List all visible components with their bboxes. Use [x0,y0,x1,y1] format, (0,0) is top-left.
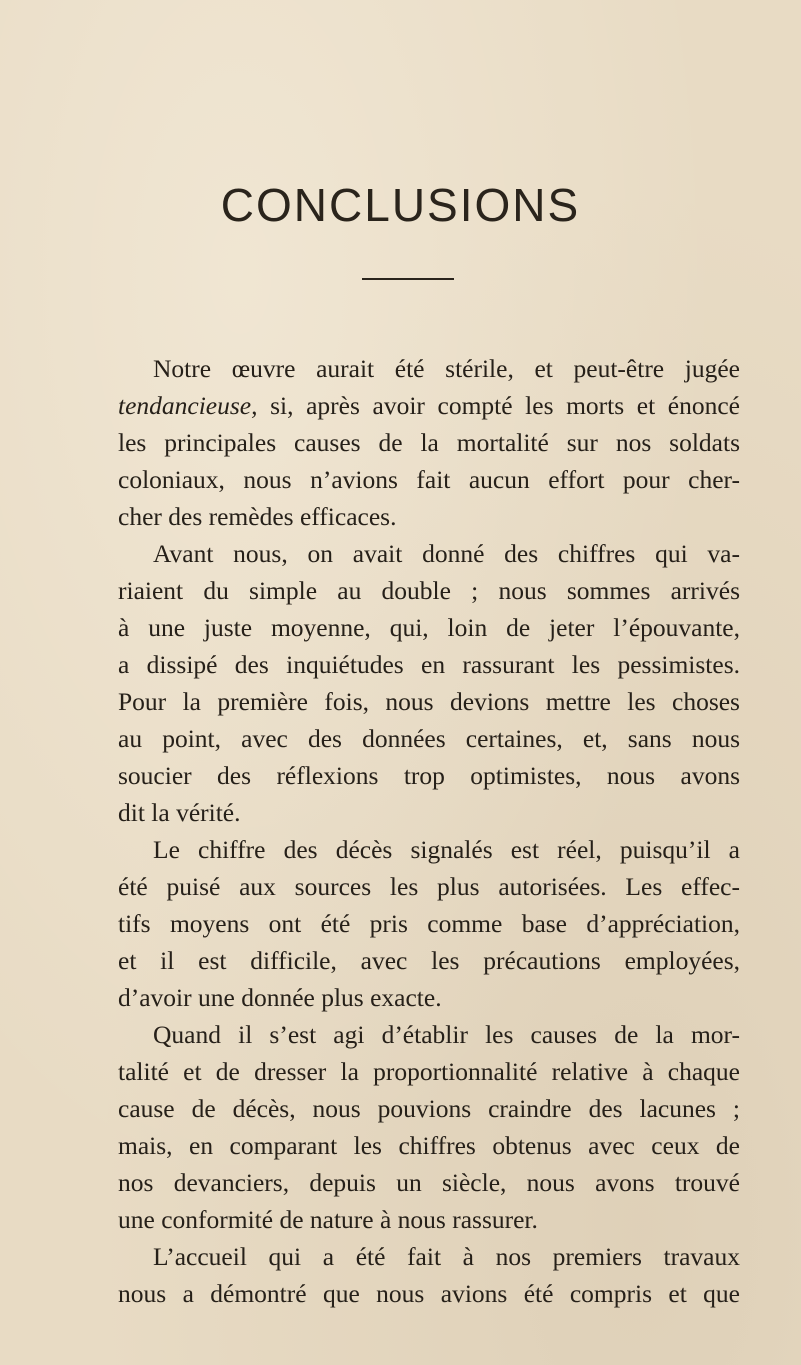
italic-word: tendancieuse, [118,391,258,420]
text-line: Avant nous, on avait donné des chiffres qui va- [153,539,740,568]
text-line: nous a démontré que nous avions été compris et que [118,1279,740,1308]
text-line-rest: si, après avoir compté les morts et énoncé [270,391,741,420]
text-line: cher des remèdes efficaces. [118,502,397,531]
text-line: tifs moyens ont été pris comme base d’appréciation, [118,909,740,938]
text-line: Quand il s’est agi d’établir les causes de la mor- [153,1020,740,1049]
body-text [118,350,740,1312]
chapter-title: CONCLUSIONS [220,179,581,231]
text-line: L’accueil qui a été fait à nos premiers travaux [153,1242,740,1271]
text-line: coloniaux, nous n’avions fait aucun effort pour cher- [118,465,740,494]
title-rule [362,278,454,280]
text-line: d’avoir une donnée plus exacte. [118,983,442,1012]
text-line: été puisé aux sources les plus autorisées. Les effec- [118,872,740,901]
text-line: Le chiffre des décès signalés est réel, puisqu’il a [153,835,740,864]
text-line: riaient du simple au double ; nous sommes arrivés [118,576,740,605]
text-line: au point, avec des données certaines, et, sans nous [118,724,740,753]
text-line: à une juste moyenne, qui, loin de jeter l’épouvante, [118,613,740,642]
text-line: les principales causes de la mortalité sur nos soldats [118,428,740,457]
text-line: talité et de dresser la proportionnalité relative à chaque [118,1057,740,1086]
text-line: Pour la première fois, nous devions mettre les choses [118,687,740,716]
text-line: soucier des réflexions trop optimistes, nous avons [118,761,740,790]
text-line: nos devanciers, depuis un siècle, nous avons trouvé [118,1168,740,1197]
text-line: a dissipé des inquiétudes en rassurant les pessimistes. [118,650,740,679]
text-line: une conformité de nature à nous rassurer. [118,1205,538,1234]
text-line: Notre œuvre aurait été stérile, et peut-être jugée [153,354,740,383]
text-line: dit la vérité. [118,798,241,827]
text-line: et il est difficile, avec les précautions employées, [118,946,740,975]
text-line: mais, en comparant les chiffres obtenus avec ceux de [118,1131,740,1160]
text-line: cause de décès, nous pouvions craindre des lacunes ; [118,1094,740,1123]
text-line [118,387,740,424]
